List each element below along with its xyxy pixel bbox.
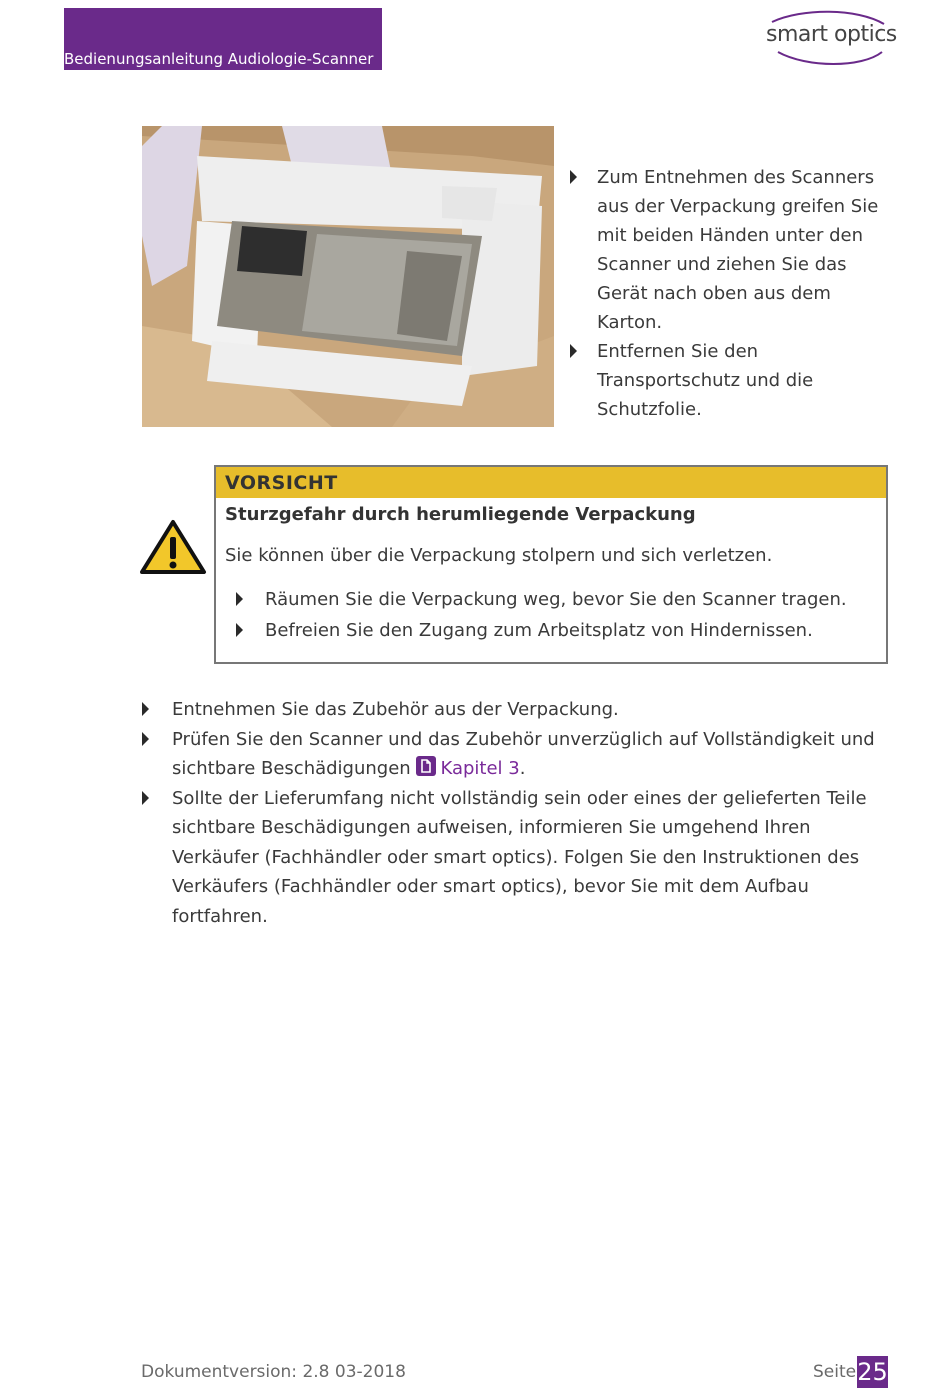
list-item [570,163,900,337]
page-label: Seite [813,1362,857,1382]
list-item-suffix: . [519,758,526,779]
caution-steps-list [236,584,876,646]
logo-text: smart optics [766,22,897,47]
list-item-text: Zum Entnehmen des Scanners aus der Verpackung greifen Sie mit beiden Händen unter den Scanner und ziehen Sie das Gerät nach oben aus dem Karton. [597,167,879,333]
page-number: 25 [857,1358,888,1386]
list-item-text: Sollte der Lieferumfang nicht vollständig sein oder eines der gelieferten Teile sichtbare Beschädigungen aufweisen, informieren Sie umgehend Ihren Verkäufer (Fachhändler oder smart optics). Folgen Sie den Instruktionen des Verkäufers (Fachhändler oder smart optics), bevor Sie mit dem Aufbau fortfahren. [172,787,867,927]
smart-optics-logo [762,6,897,68]
list-item [236,584,876,615]
document-title: Bedienungsanleitung Audiologie-Scanner [64,50,374,68]
bullet-arrow-icon [570,170,577,184]
caution-box [214,465,888,664]
list-item [236,615,876,646]
caution-label: VORSICHT [216,467,886,498]
list-item-text: Prüfen Sie den Scanner und das Zubehör unverzüglich auf Vollständigkeit und sichtbare Beschädigungen [172,728,875,779]
packaged-scanner-photo [142,126,554,427]
document-link-icon [416,756,436,776]
instructions-top-list [570,163,900,424]
bullet-arrow-icon [142,702,149,716]
list-item-text: Entfernen Sie den Transportschutz und die Schutzfolie. [597,341,814,420]
bullet-arrow-icon [142,732,149,746]
document-version: Dokumentversion: 2.8 03-2018 [141,1362,406,1382]
list-item [570,337,900,424]
bullet-arrow-icon [570,344,577,358]
header-band [64,8,382,70]
list-item [142,725,882,784]
list-item-text: Entnehmen Sie das Zubehör aus der Verpackung. [172,699,619,720]
bullet-arrow-icon [142,791,149,805]
caution-text: Sie können über die Verpackung stolpern und sich verletzen. [225,545,773,566]
list-item [142,784,882,932]
chapter-3-link[interactable]: Kapitel 3 [440,758,520,779]
list-item [142,695,882,725]
list-item-text: Räumen Sie die Verpackung weg, bevor Sie den Scanner tragen. [265,589,847,610]
caution-title: Sturzgefahr durch herumliegende Verpackung [225,504,696,525]
list-item-text: Befreien Sie den Zugang zum Arbeitsplatz von Hindernissen. [265,620,813,641]
bullet-arrow-icon [236,592,243,606]
bullet-arrow-icon [236,623,243,637]
warning-triangle-icon [139,519,207,575]
instructions-main-list [142,695,882,931]
